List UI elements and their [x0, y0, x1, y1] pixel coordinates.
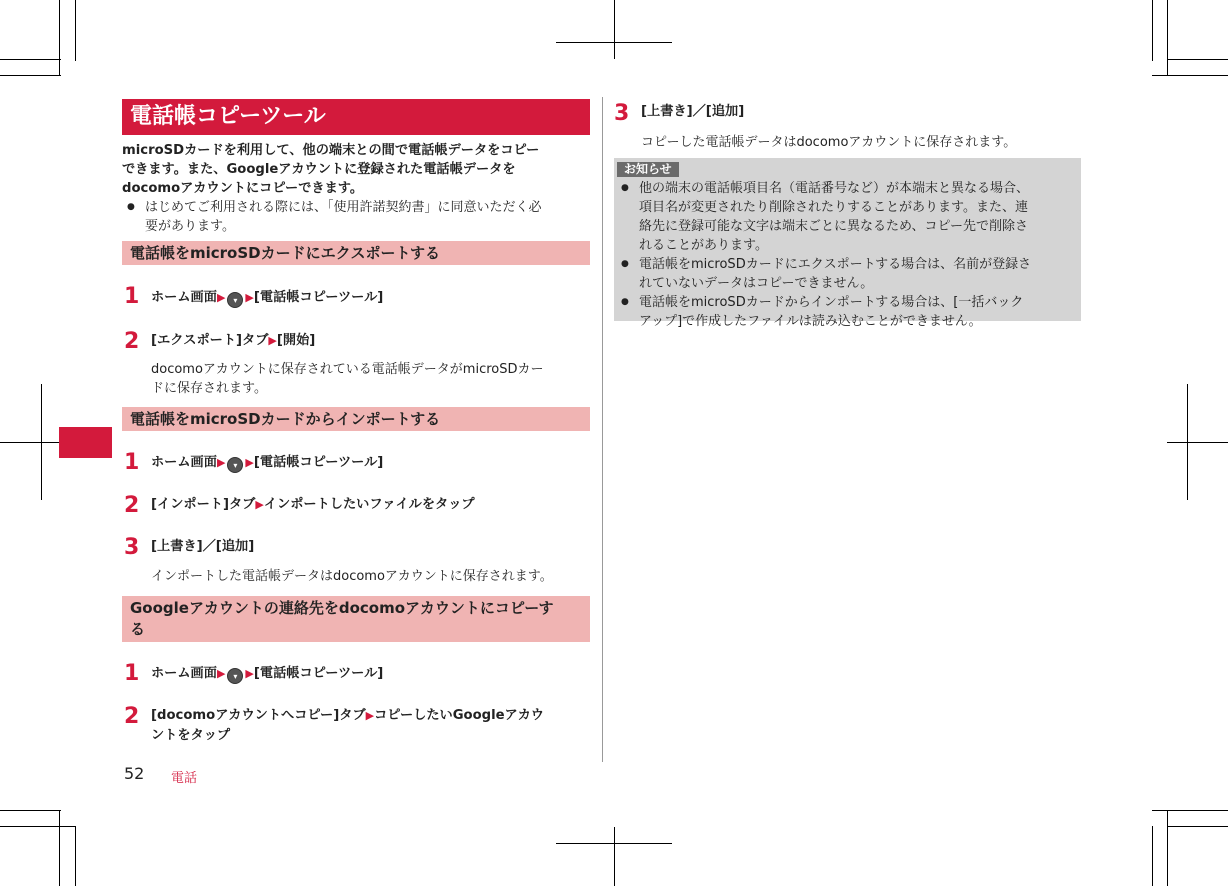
section-heading-export: 電話帳をmicroSDカードにエクスポートする	[122, 241, 590, 265]
note-line: 絡先に登録可能な文字は端末ごとに異なるため、コピー先で削除さ	[639, 219, 1028, 234]
note-list	[616, 179, 1080, 331]
bullet-line: ● はじめてご利用される際には、「使用許諾契約書」に同意いただく必	[145, 200, 542, 215]
step-number: 2	[124, 329, 140, 354]
arrow-icon: ▶	[245, 291, 254, 304]
step-part: ントをタップ	[151, 728, 231, 743]
intro-line: docomoアカウントにコピーできます。	[122, 181, 364, 196]
intro-line: microSDカードを利用して、他の端末との間で電話帳データをコピー	[122, 143, 540, 158]
step-text	[151, 453, 383, 473]
step-part: コピーしたいGoogleアカウ	[374, 708, 544, 723]
step-description	[151, 360, 544, 398]
heading-line: Googleアカウントの連絡先をdocomoアカウントにコピーす	[130, 599, 554, 617]
page-title: 電話帳コピーツール	[122, 99, 590, 135]
note-line: ● 電話帳をmicroSDカードからインポートする場合は、[一括バック	[639, 295, 1024, 310]
heading-line: る	[130, 620, 146, 638]
step-part: [インポート]タブ	[151, 497, 256, 512]
step-part: ホーム画面	[151, 455, 217, 470]
step-text	[151, 664, 383, 684]
step-number: 2	[124, 493, 140, 518]
step-part: [docomoアカウントへコピー]タブ	[151, 708, 366, 723]
step-part: ホーム画面	[151, 666, 217, 681]
intro	[122, 141, 592, 236]
step-number: 1	[124, 284, 140, 309]
chapter-tab	[59, 427, 112, 458]
note-line: ● 電話帳をmicroSDカードにエクスポートする場合は、名前が登録さ	[639, 257, 1032, 272]
intro-bullet	[122, 198, 592, 236]
step-part: [電話帳コピーツール]	[253, 455, 384, 470]
step-description: インポートした電話帳データはdocomoアカウントに保存されます。	[151, 569, 553, 584]
step-number: 1	[124, 661, 140, 686]
note-line: アップ]で作成したファイルは読み込むことができません。	[639, 314, 982, 329]
note-item	[616, 293, 1080, 331]
arrow-icon: ▶	[245, 456, 254, 469]
note-line: れていないデータはコピーできません。	[639, 276, 874, 291]
step-text	[151, 288, 383, 308]
section-heading-import: 電話帳をmicroSDカードからインポートする	[122, 407, 590, 431]
arrow-icon: ▶	[245, 667, 254, 680]
step-text: [上書き]／[追加]	[151, 539, 255, 554]
note-label: お知らせ	[617, 162, 679, 177]
menu-key-icon: ▾	[227, 457, 243, 473]
step-text	[151, 706, 544, 746]
step-part: [電話帳コピーツール]	[253, 290, 384, 305]
page-number: 52	[124, 764, 145, 783]
step-part: ホーム画面	[151, 290, 217, 305]
menu-key-icon: ▾	[227, 292, 243, 308]
arrow-icon: ▶	[255, 498, 264, 511]
step-number: 2	[124, 704, 140, 729]
footer-section: 電話	[171, 771, 198, 786]
step-text	[151, 495, 475, 515]
desc-line: ドに保存されます。	[151, 381, 267, 396]
note-line: ● 他の端末の電話帳項目名（電話番号など）が本端末と異なる場合、	[639, 181, 1030, 196]
section-heading-google	[122, 596, 590, 642]
step-part: [電話帳コピーツール]	[253, 666, 384, 681]
menu-key-icon: ▾	[227, 668, 243, 684]
step-text	[151, 331, 315, 351]
desc-line: docomoアカウントに保存されている電話帳データがmicroSDカー	[151, 362, 544, 377]
bullet-line: 要があります。	[145, 219, 235, 234]
step-number: 1	[124, 450, 140, 475]
note-line: 項目名が変更されたり削除されたりすることがあります。また、連	[639, 200, 1028, 215]
note-item	[616, 255, 1080, 293]
arrow-icon: ▶	[268, 334, 277, 347]
arrow-icon: ▶	[216, 667, 226, 680]
step-number: 3	[124, 535, 140, 560]
intro-bullets	[122, 198, 592, 236]
step-text: [上書き]／[追加]	[641, 104, 745, 119]
arrow-icon: ▶	[216, 456, 226, 469]
note-item	[616, 179, 1080, 255]
note-line: れることがあります。	[639, 238, 768, 253]
step-number: 3	[614, 101, 630, 126]
intro-line: できます。また、Googleアカウントに登録された電話帳データを	[122, 162, 516, 177]
step-part: インポートしたいファイルをタップ	[263, 497, 475, 512]
arrow-icon: ▶	[365, 709, 375, 722]
column-divider	[602, 97, 603, 762]
step-description: コピーした電話帳データはdocomoアカウントに保存されます。	[641, 135, 1017, 150]
arrow-icon: ▶	[216, 291, 226, 304]
step-part: [開始]	[276, 333, 316, 348]
step-part: [エクスポート]タブ	[151, 333, 269, 348]
